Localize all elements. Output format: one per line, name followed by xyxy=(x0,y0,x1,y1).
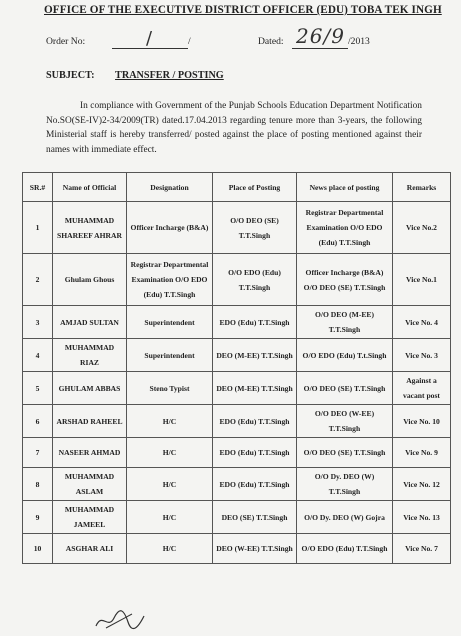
cell-place: DEO (M-EE) T.T.Singh xyxy=(213,339,297,372)
dated-handwritten: 26/9 xyxy=(296,24,345,48)
table-row xyxy=(23,372,451,405)
header-place: Place of Posting xyxy=(213,173,297,202)
cell-place: EDO (Edu) T.T.Singh xyxy=(213,438,297,468)
cell-remarks: Vice No. 13 xyxy=(393,501,451,534)
intro-text: In compliance with Government of the Punjab Schools Education Department Notification No.SO(SE-IV)2-34/2009(TR) dated.17.04.2013 regarding tenure more than 3-years, the following Ministerial staff is hereby transferred/ posted against the place of posting mentioned against their names with immediate effect. xyxy=(46,101,422,155)
cell-remarks: Against a vacant post xyxy=(393,372,451,405)
cell-designation: H/C xyxy=(127,438,213,468)
cell-new-place: O/O EDO (Edu) T.t.Singh xyxy=(297,339,393,372)
order-number-suffix: / xyxy=(188,36,191,47)
intro-paragraph xyxy=(46,99,422,157)
cell-remarks: Vice No. 3 xyxy=(393,339,451,372)
cell-name: GHULAM ABBAS xyxy=(53,372,127,405)
cell-designation: H/C xyxy=(127,405,213,438)
cell-new-place: O/O EDO (Edu) T.T.Singh xyxy=(297,534,393,564)
table-row xyxy=(23,306,451,339)
cell-sr: 1 xyxy=(23,202,53,254)
cell-name: ASGHAR ALI xyxy=(53,534,127,564)
table-row xyxy=(23,468,451,501)
table-row xyxy=(23,534,451,564)
cell-sr: 7 xyxy=(23,438,53,468)
table-row xyxy=(23,339,451,372)
dated-label: Dated: xyxy=(258,36,284,47)
table-row xyxy=(23,438,451,468)
cell-name: MUHAMMAD JAMEEL xyxy=(53,501,127,534)
header-remarks: Remarks xyxy=(393,173,451,202)
table-row xyxy=(23,405,451,438)
dated-year: /2013 xyxy=(348,36,370,47)
cell-new-place: O/O DEO (SE) T.T.Singh xyxy=(297,372,393,405)
cell-name: MUHAMMAD ASLAM xyxy=(53,468,127,501)
cell-name: Ghulam Ghous xyxy=(53,254,127,306)
cell-sr: 6 xyxy=(23,405,53,438)
header-name: Name of Official xyxy=(53,173,127,202)
cell-name: AMJAD SULTAN xyxy=(53,306,127,339)
cell-remarks: Vice No.2 xyxy=(393,202,451,254)
cell-sr: 10 xyxy=(23,534,53,564)
cell-place: EDO (Edu) T.T.Singh xyxy=(213,405,297,438)
cell-place: EDO (Edu) T.T.Singh xyxy=(213,306,297,339)
cell-place: DEO (SE) T.T.Singh xyxy=(213,501,297,534)
cell-name: NASEER AHMAD xyxy=(53,438,127,468)
subject-topic: TRANSFER / POSTING xyxy=(115,70,224,81)
cell-designation: Steno Typist xyxy=(127,372,213,405)
cell-sr: 4 xyxy=(23,339,53,372)
cell-designation: H/C xyxy=(127,534,213,564)
cell-new-place: O/O Dy. DEO (W) Gojra xyxy=(297,501,393,534)
cell-new-place: O/O DEO (SE) T.T.Singh xyxy=(297,438,393,468)
cell-sr: 8 xyxy=(23,468,53,501)
order-number-handwritten: / xyxy=(146,28,153,49)
cell-name: ARSHAD RAHEEL xyxy=(53,405,127,438)
cell-sr: 9 xyxy=(23,501,53,534)
subject-line xyxy=(46,70,224,81)
cell-designation: H/C xyxy=(127,501,213,534)
cell-remarks: Vice No. 12 xyxy=(393,468,451,501)
cell-designation: Registrar Departmental Examination O/O EDO (Edu) T.T.Singh xyxy=(127,254,213,306)
transfer-table xyxy=(22,172,451,564)
cell-name: MUHAMMAD SHAREEF AHRAR xyxy=(53,202,127,254)
header-new-place: News place of posting xyxy=(297,173,393,202)
cell-designation: H/C xyxy=(127,468,213,501)
office-heading: OFFICE OF THE EXECUTIVE DISTRICT OFFICER (EDU) TOBA TEK INGH xyxy=(44,4,442,16)
cell-designation: Superintendent xyxy=(127,339,213,372)
cell-remarks: Vice No. 4 xyxy=(393,306,451,339)
cell-new-place: Registrar Departmental Examination O/O EDO (Edu) T.T.Singh xyxy=(297,202,393,254)
cell-sr: 3 xyxy=(23,306,53,339)
cell-place: O/O DEO (SE) T.T.Singh xyxy=(213,202,297,254)
table-row xyxy=(23,254,451,306)
dated-line xyxy=(292,48,348,49)
cell-sr: 5 xyxy=(23,372,53,405)
signature-scribble xyxy=(92,608,148,632)
cell-place: O/O EDO (Edu) T.T.Singh xyxy=(213,254,297,306)
cell-designation: Superintendent xyxy=(127,306,213,339)
table-header-row xyxy=(23,173,451,202)
cell-new-place: O/O DEO (M-EE) T.T.Singh xyxy=(297,306,393,339)
order-number-label: Order No: xyxy=(46,36,86,47)
cell-new-place: O/O DEO (W-EE) T.T.Singh xyxy=(297,405,393,438)
cell-name: MUHAMMAD RIAZ xyxy=(53,339,127,372)
header-sr: SR.# xyxy=(23,173,53,202)
cell-remarks: Vice No.1 xyxy=(393,254,451,306)
cell-place: DEO (W-EE) T.T.Singh xyxy=(213,534,297,564)
cell-sr: 2 xyxy=(23,254,53,306)
table-row xyxy=(23,202,451,254)
cell-designation: Officer Incharge (B&A) xyxy=(127,202,213,254)
table-row xyxy=(23,501,451,534)
subject-label: SUBJECT: xyxy=(46,70,95,81)
cell-new-place: O/O Dy. DEO (W) T.T.Singh xyxy=(297,468,393,501)
cell-new-place: Officer Incharge (B&A) O/O DEO (SE) T.T.Singh xyxy=(297,254,393,306)
cell-place: EDO (Edu) T.T.Singh xyxy=(213,468,297,501)
cell-remarks: Vice No. 9 xyxy=(393,438,451,468)
cell-place: DEO (M-EE) T.T.Singh xyxy=(213,372,297,405)
header-designation: Designation xyxy=(127,173,213,202)
cell-remarks: Vice No. 7 xyxy=(393,534,451,564)
cell-remarks: Vice No. 10 xyxy=(393,405,451,438)
